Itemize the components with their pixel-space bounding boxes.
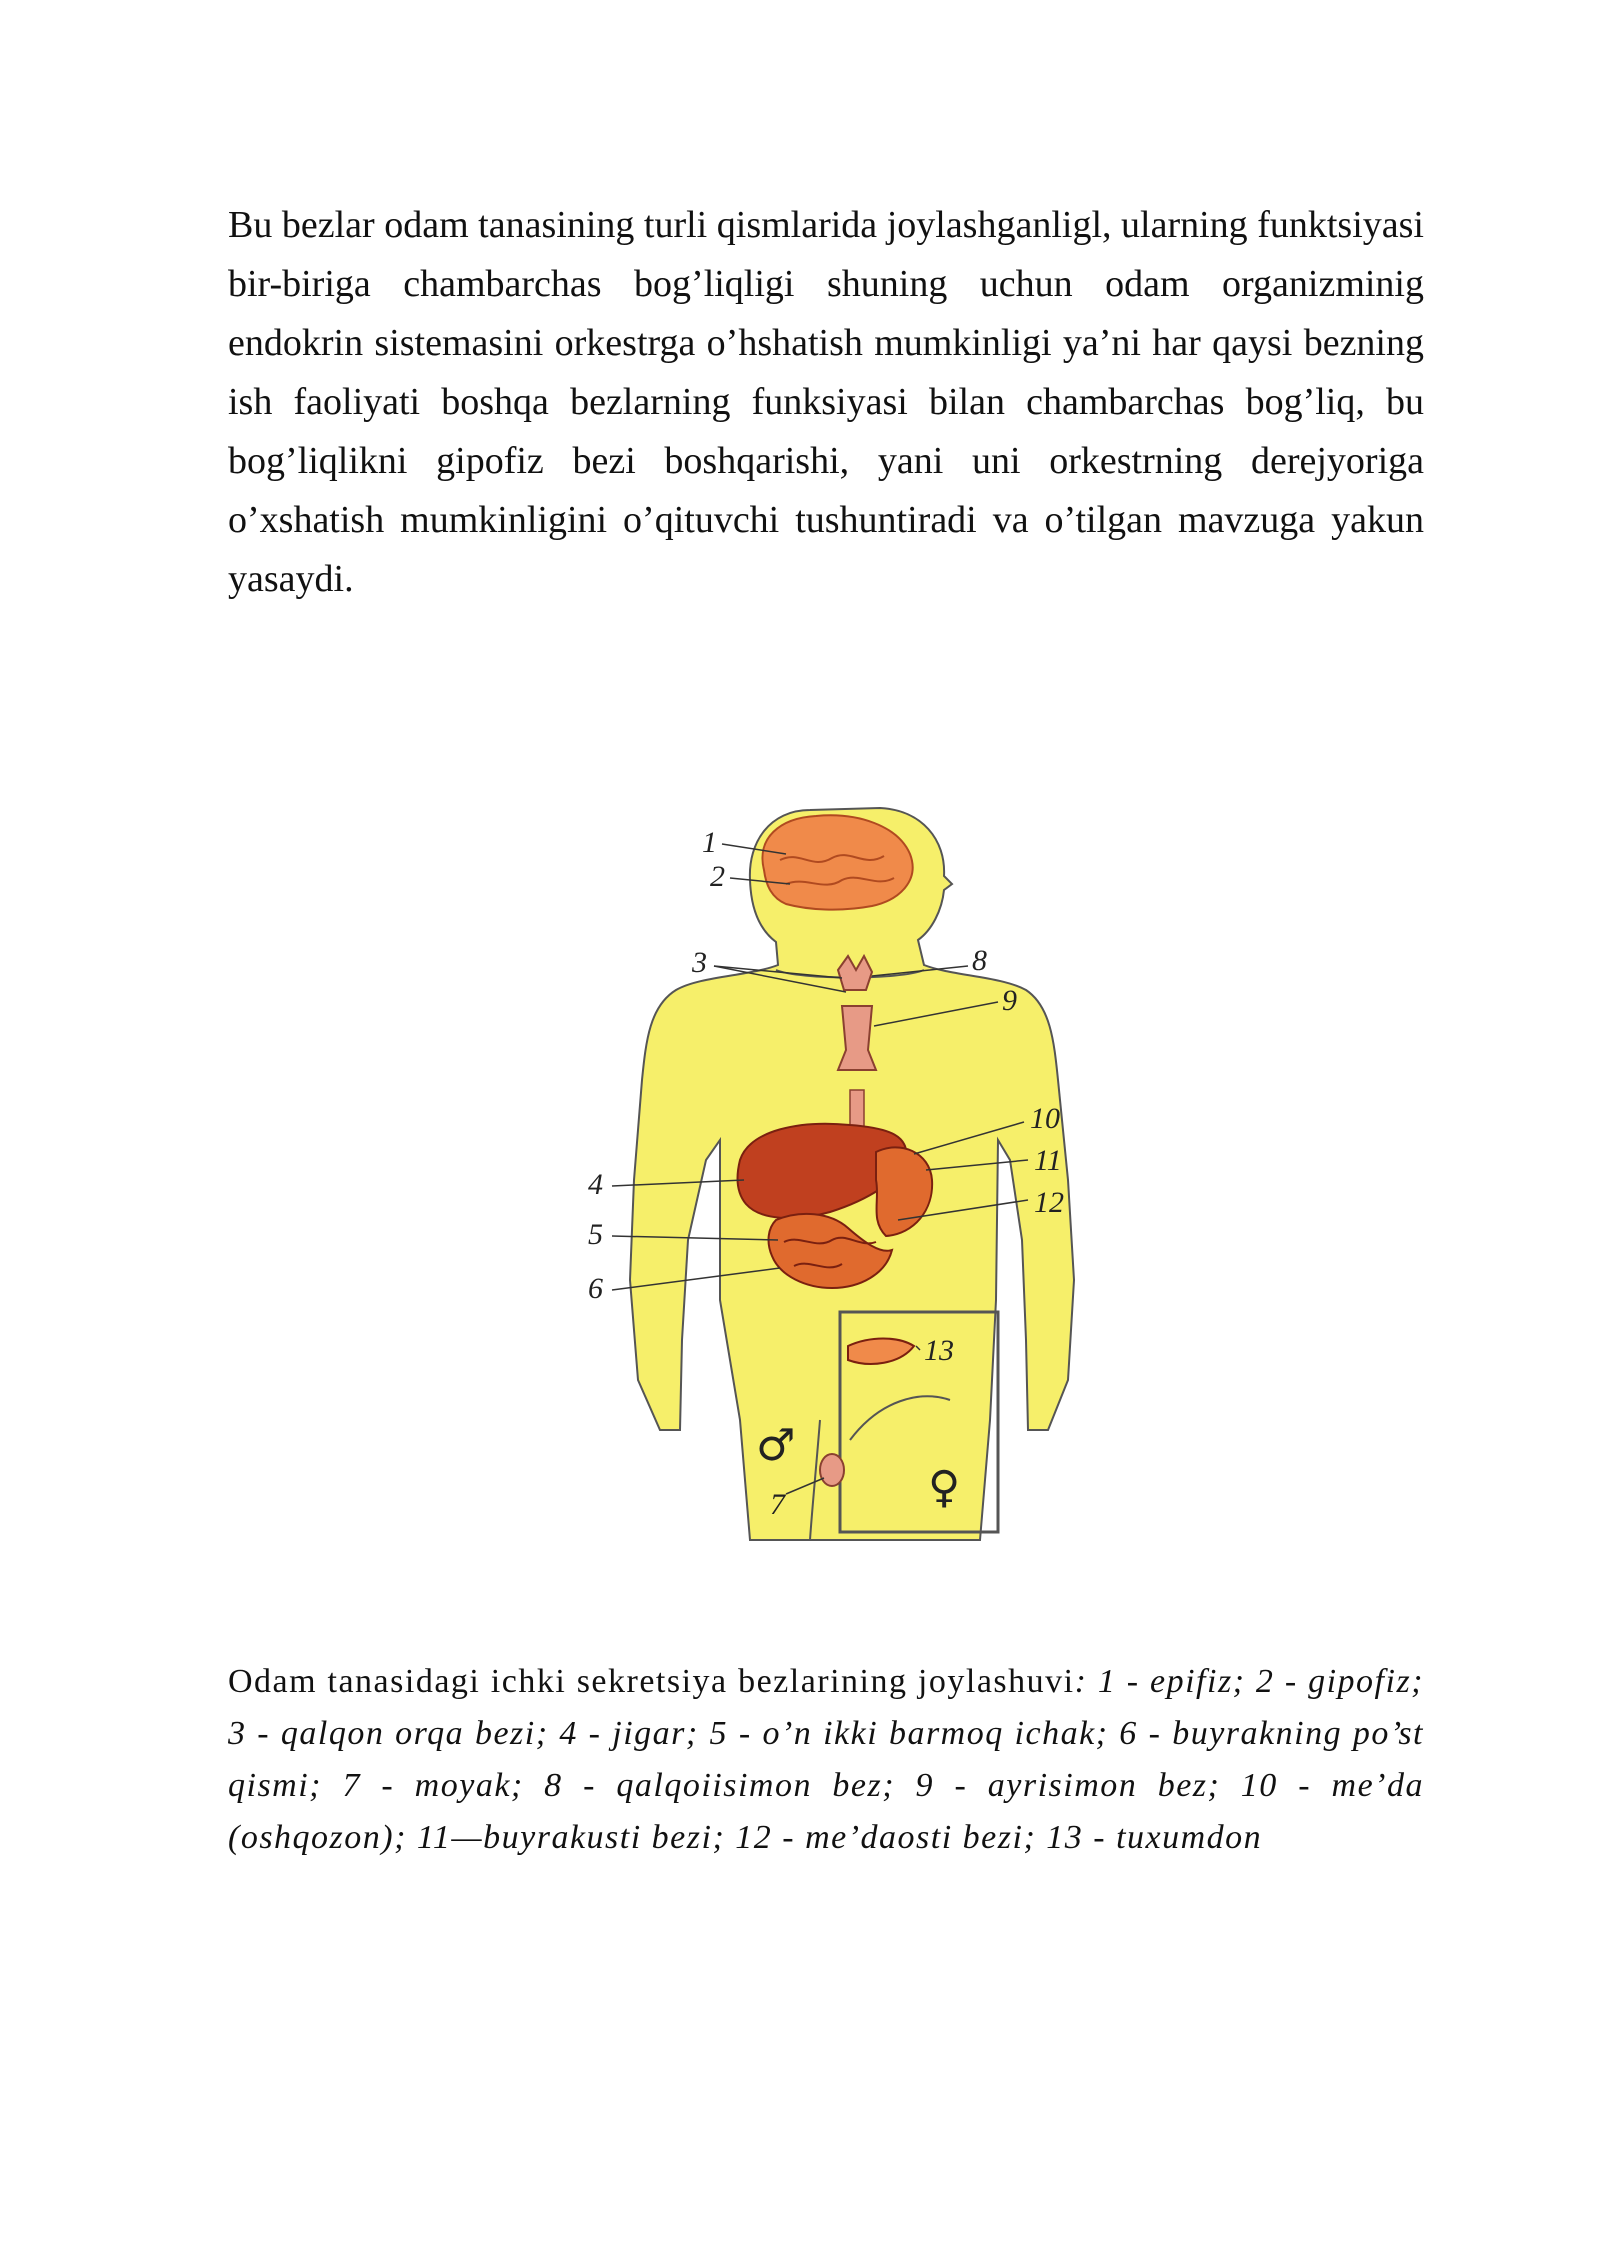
label-10: 10 xyxy=(1030,1102,1060,1135)
label-9: 9 xyxy=(1002,984,1017,1017)
male-symbol: ♂ xyxy=(756,1420,796,1471)
label-5: 5 xyxy=(588,1218,603,1251)
caption-items: : 1 - epifiz; 2 - gipofiz; 3 - qalqon orqa bezi; 4 - jigar; 5 - o’n ikki barmoq ichak; 6 - buyrakning po’st qismi; 7 - moyak; 8 - qalqoiisimon bez; 9 - ayrisimon bez; 10 - me’da (oshqozon); 11—buyrakusti bezi; 12 - me’daosti bezi; 13 - tuxumdon xyxy=(228,1663,1424,1856)
label-12: 12 xyxy=(1034,1186,1064,1219)
figure-caption xyxy=(228,1656,1424,1864)
label-2: 2 xyxy=(710,860,725,893)
caption-lead: Odam tanasidagi ichki sekretsiya bezlarining joylashuvi xyxy=(228,1663,1075,1700)
label-6: 6 xyxy=(588,1272,603,1305)
female-symbol: ♀ xyxy=(928,1462,961,1513)
body-illustration xyxy=(580,780,1100,1560)
esophagus xyxy=(850,1090,864,1130)
testis xyxy=(820,1454,844,1486)
label-11: 11 xyxy=(1034,1144,1062,1177)
body-paragraph: Bu bezlar odam tanasining turli qismlarida joylashganligl, ularning funktsiyasi bir-biriga chambarchas bog’liqligi shuning uchun odam organizminig endokrin sistemasini orkestrga o’hshatish mumkinligi ya’ni har qaysi bezning ish faoliyati boshqa bezlarning funksiyasi bilan chambarchas bog’liq, bu bog’liqlikni gipofiz bezi boshqarishi, yani uni orkestrning derejyoriga o’xshatish mumkinligini o’qituvchi tushuntiradi va o’tilgan mavzuga yakun yasaydi. xyxy=(228,204,1424,600)
label-13: 13 xyxy=(924,1334,954,1367)
label-3: 3 xyxy=(692,946,707,979)
endocrine-glands-figure xyxy=(580,780,1100,1560)
label-4: 4 xyxy=(588,1168,603,1201)
label-8: 8 xyxy=(972,944,987,977)
label-7: 7 xyxy=(770,1488,785,1521)
label-1: 1 xyxy=(702,826,717,859)
